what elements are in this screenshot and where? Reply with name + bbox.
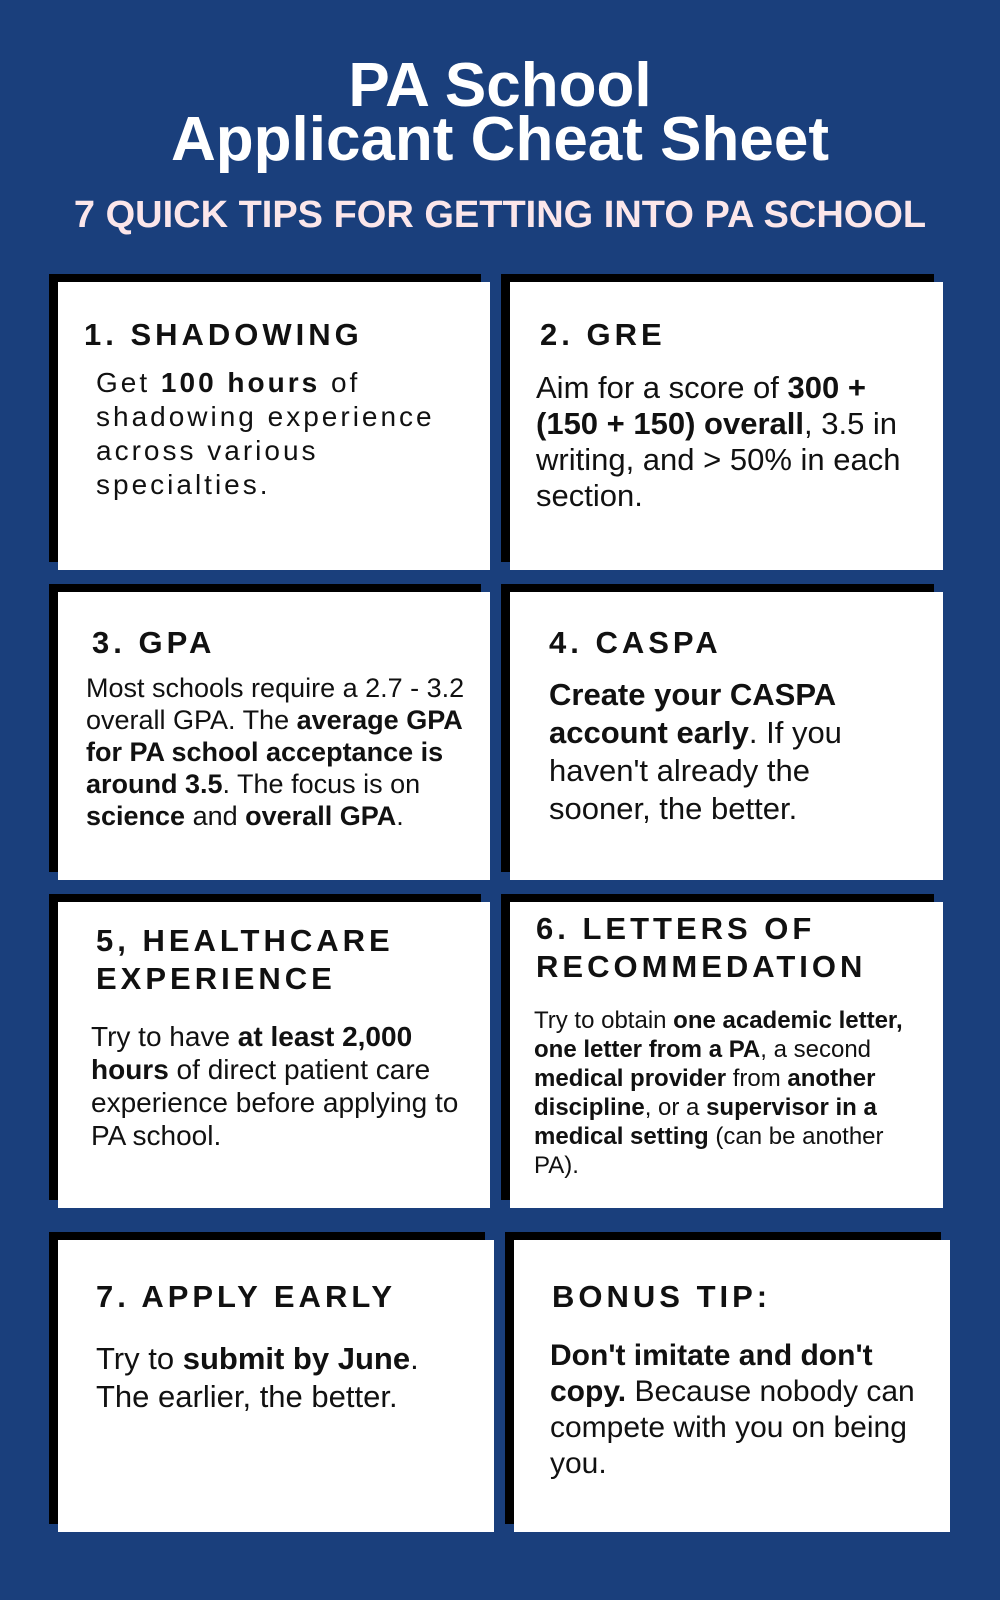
- title-line-1: PA School: [348, 51, 652, 120]
- tip-card-caspa: [510, 592, 943, 880]
- tip-card-gpa: [58, 592, 490, 880]
- tip-card-healthcare-experience: [58, 902, 490, 1208]
- tip-body: Create your CASPA account early. If you haven't already the sooner, the better.: [549, 677, 842, 826]
- tip-body: Try to obtain one academic letter, one letter from a PA, a second medical provider from another discipline, or a supervisor in a medical setting (can be another PA).: [534, 1007, 903, 1179]
- tip-card-shadowing: [58, 282, 490, 570]
- tip-card-letters-of-recommendation: [510, 902, 943, 1208]
- tip-heading: 1. SHADOWING: [84, 317, 363, 352]
- tip-body: Most schools require a 2.7 - 3.2 overall GPA. The average GPA for PA school acceptance is around 3.5. The focus is on science and overall GPA.: [86, 673, 465, 831]
- tip-heading: 7. APPLY EARLY: [96, 1279, 397, 1314]
- tip-card-bonus: [514, 1240, 950, 1532]
- tip-body: Try to have at least 2,000 hours of direct patient care experience before applying to PA school.: [91, 1021, 459, 1151]
- tip-body: Don't imitate and don't copy. Because nobody can compete with you on being you.: [550, 1339, 915, 1480]
- tip-heading: 4. CASPA: [549, 625, 722, 660]
- tip-card-apply-early: [58, 1240, 494, 1532]
- tip-body: Get 100 hours of shadowing experience across various specialties.: [96, 367, 435, 500]
- tip-heading: 6. LETTERS OF RECOMMEDATION: [536, 911, 867, 984]
- tip-heading: 5, HEALTHCARE EXPERIENCE: [96, 923, 394, 996]
- tip-body: Aim for a score of 300 + (150 + 150) overall, 3.5 in writing, and > 50% in each section.: [536, 370, 901, 513]
- subtitle: 7 QUICK TIPS FOR GETTING INTO PA SCHOOL: [73, 194, 927, 236]
- tip-card-gre: [510, 282, 943, 570]
- tip-heading: 2. GRE: [540, 317, 666, 352]
- tip-body: Try to submit by June. The earlier, the better.: [96, 1341, 419, 1414]
- tip-heading: 3. GPA: [92, 625, 216, 660]
- title-line-2: Applicant Cheat Sheet: [171, 105, 829, 174]
- tip-heading: BONUS TIP:: [552, 1279, 772, 1314]
